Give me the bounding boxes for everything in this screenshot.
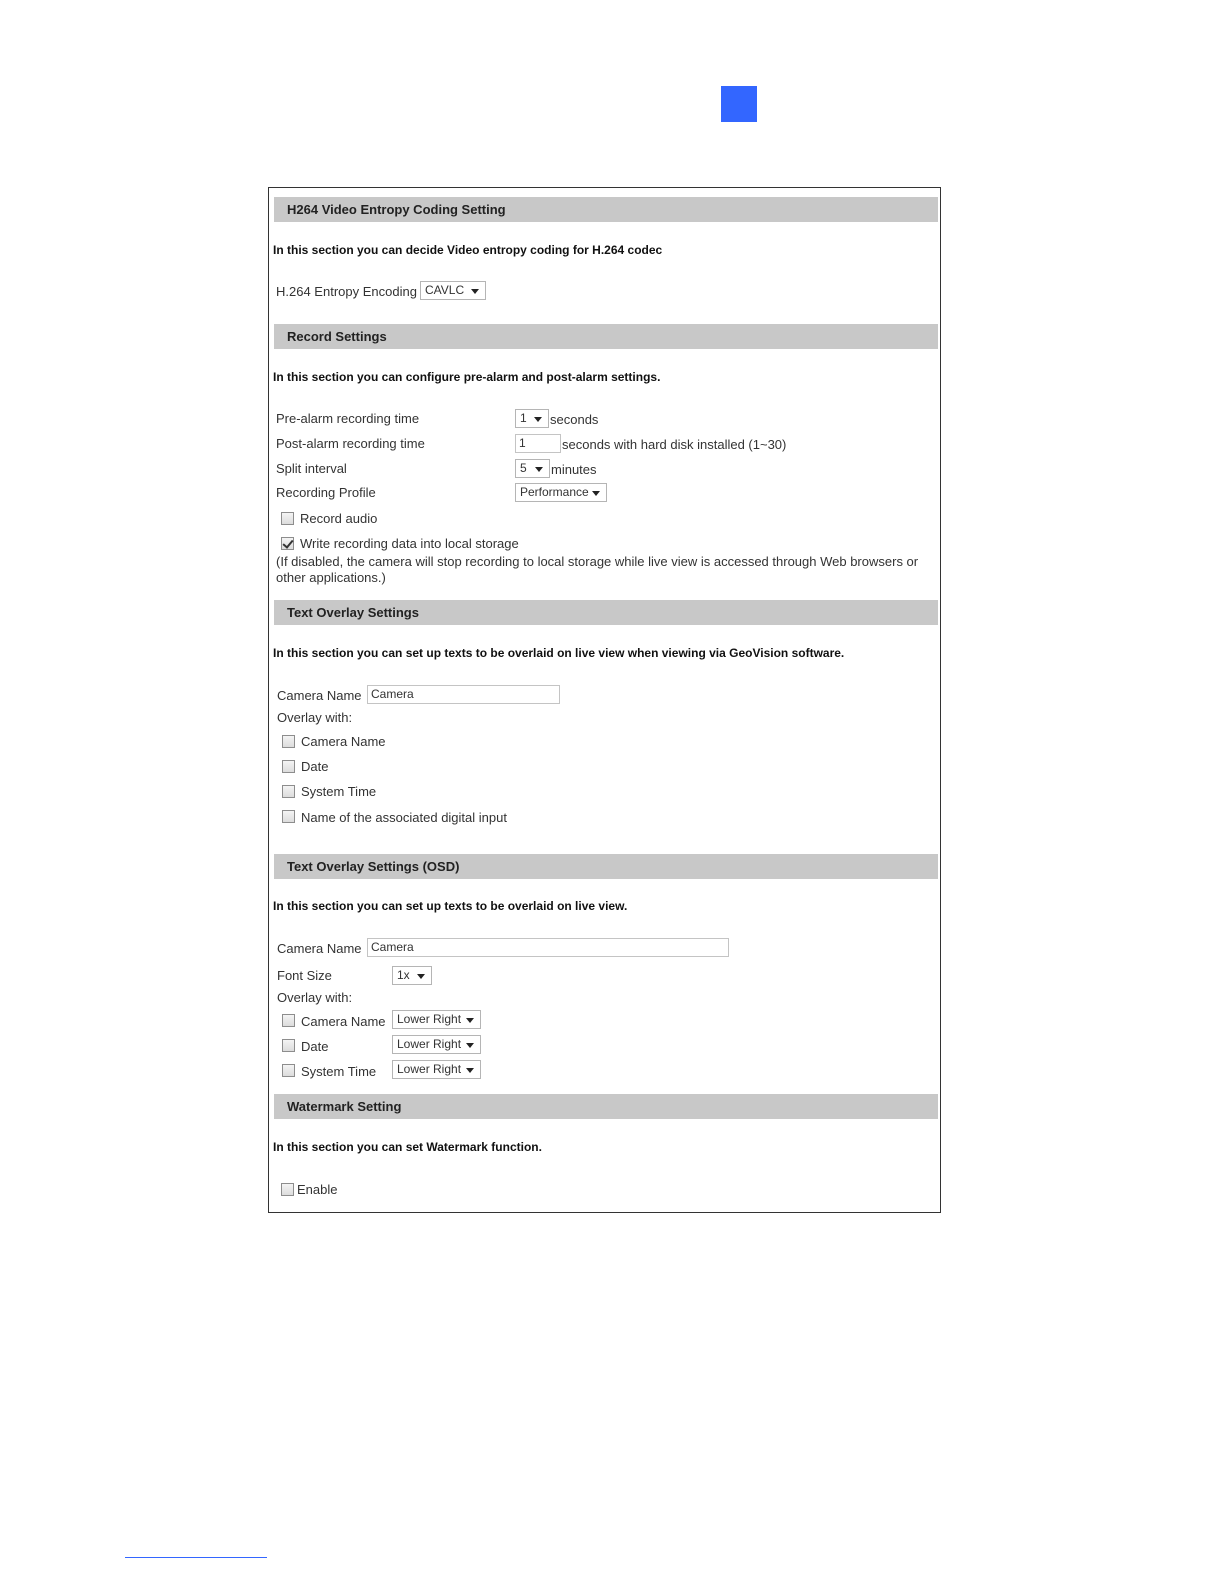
- osd-camera-name-label: Camera Name: [277, 941, 362, 956]
- record-audio-checkbox[interactable]: [281, 512, 294, 525]
- split-interval-unit: minutes: [551, 462, 597, 477]
- watermark-enable-label: Enable: [297, 1182, 338, 1197]
- split-interval-select[interactable]: [515, 459, 550, 478]
- osd-date-position: Lower Right: [397, 1037, 462, 1051]
- recording-profile-select[interactable]: [515, 483, 607, 502]
- font-size-label: Font Size: [277, 968, 332, 983]
- post-alarm-input[interactable]: 1: [515, 434, 561, 453]
- overlay-digital-input-checkbox[interactable]: [282, 810, 295, 823]
- overlay-camera-name-label: Camera Name: [277, 688, 362, 703]
- entropy-encoding-label: H.264 Entropy Encoding: [276, 284, 417, 299]
- osd-date-position-select[interactable]: [392, 1035, 481, 1054]
- post-alarm-unit: seconds with hard disk installed (1~30): [562, 437, 787, 452]
- settings-panel: [268, 187, 941, 1213]
- write-local-storage-checkbox[interactable]: [281, 537, 294, 550]
- osd-camera-name-position-select[interactable]: [392, 1010, 481, 1029]
- footer-rule: [125, 1557, 267, 1558]
- overlay-section-header: Text Overlay Settings: [274, 600, 938, 625]
- overlay-camera-name-input[interactable]: Camera: [367, 685, 560, 704]
- chevron-down-icon: [535, 467, 543, 472]
- overlay-date-checkbox[interactable]: [282, 760, 295, 773]
- watermark-enable-checkbox[interactable]: [281, 1183, 294, 1196]
- overlay-description: In this section you can set up texts to be overlaid on live view when viewing via GeoVision software.: [273, 646, 845, 660]
- overlay-system-time-checkbox[interactable]: [282, 785, 295, 798]
- h264-description: In this section you can decide Video entropy coding for H.264 codec: [273, 243, 663, 257]
- osd-overlay-with-label: Overlay with:: [277, 990, 353, 1005]
- pre-alarm-select[interactable]: [515, 409, 549, 428]
- recording-profile-label: Recording Profile: [276, 485, 376, 500]
- overlay-digital-input-option: Name of the associated digital input: [301, 810, 507, 825]
- overlay-camera-name-option: Camera Name: [301, 734, 386, 749]
- split-interval-value: 5: [520, 461, 527, 475]
- record-description: In this section you can configure pre-alarm and post-alarm settings.: [273, 370, 661, 384]
- h264-section-header: H264 Video Entropy Coding Setting: [274, 197, 938, 222]
- chevron-down-icon: [417, 974, 425, 979]
- overlay-with-label: Overlay with:: [277, 710, 353, 725]
- record-section-header: Record Settings: [274, 324, 938, 349]
- osd-section-header: Text Overlay Settings (OSD): [274, 854, 938, 879]
- osd-system-time-position-select[interactable]: [392, 1060, 481, 1079]
- osd-date-checkbox[interactable]: [282, 1039, 295, 1052]
- write-local-storage-label: Write recording data into local storage: [300, 536, 519, 551]
- pre-alarm-value: 1: [520, 411, 527, 425]
- osd-date-option: Date: [301, 1039, 329, 1054]
- overlay-system-time-option: System Time: [301, 784, 377, 799]
- chevron-down-icon: [466, 1043, 474, 1048]
- split-interval-label: Split interval: [276, 461, 347, 476]
- font-size-value: 1x: [397, 968, 410, 982]
- osd-camera-name-option: Camera Name: [301, 1014, 386, 1029]
- local-storage-note: (If disabled, the camera will stop recording to local storage while live view is accessed through Web browsers or other applications.): [276, 554, 919, 585]
- entropy-encoding-select[interactable]: [420, 281, 486, 300]
- osd-system-time-checkbox[interactable]: [282, 1064, 295, 1077]
- page-marker: [721, 86, 757, 122]
- watermark-section-header: Watermark Setting: [274, 1094, 938, 1119]
- watermark-description: In this section you can set Watermark function.: [273, 1140, 542, 1154]
- osd-description: In this section you can set up texts to be overlaid on live view.: [273, 899, 628, 913]
- osd-system-time-option: System Time: [301, 1064, 377, 1079]
- pre-alarm-unit: seconds: [550, 412, 599, 427]
- chevron-down-icon: [592, 491, 600, 496]
- post-alarm-label: Post-alarm recording time: [276, 436, 425, 451]
- osd-system-time-position: Lower Right: [397, 1062, 462, 1076]
- osd-camera-name-position: Lower Right: [397, 1012, 462, 1026]
- overlay-date-option: Date: [301, 759, 329, 774]
- osd-camera-name-input[interactable]: Camera: [367, 938, 729, 957]
- chevron-down-icon: [534, 417, 542, 422]
- chevron-down-icon: [466, 1068, 474, 1073]
- overlay-camera-name-checkbox[interactable]: [282, 735, 295, 748]
- chevron-down-icon: [471, 289, 479, 294]
- pre-alarm-label: Pre-alarm recording time: [276, 411, 420, 426]
- font-size-select[interactable]: [392, 966, 432, 985]
- osd-camera-name-checkbox[interactable]: [282, 1014, 295, 1027]
- recording-profile-value: Performance: [520, 485, 589, 499]
- chevron-down-icon: [466, 1018, 474, 1023]
- entropy-encoding-value: CAVLC: [425, 283, 465, 297]
- record-audio-label: Record audio: [300, 511, 378, 526]
